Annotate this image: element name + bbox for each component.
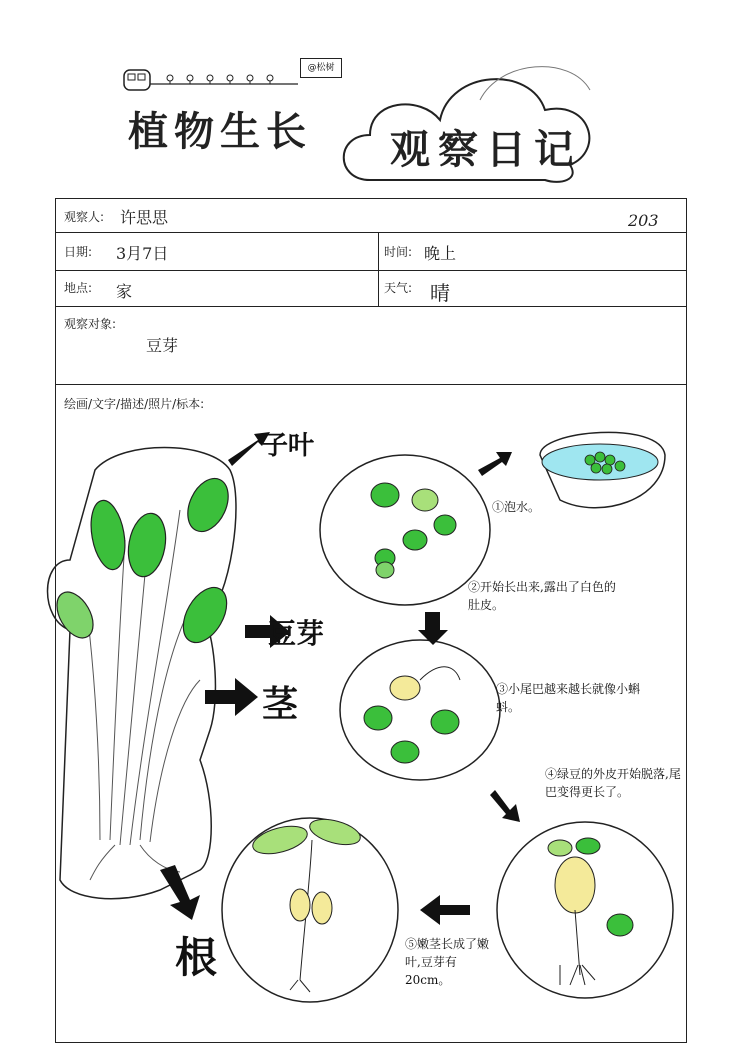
peeling-sprout-illustration	[548, 838, 633, 985]
weather-label: 天气:	[384, 281, 413, 295]
step-4-text: ④绿豆的外皮开始脱落,尾巴变得更长了。	[545, 767, 681, 799]
tadpole-beans-illustration	[364, 667, 460, 763]
object-label: 观察对象:	[64, 317, 117, 331]
root-label: 根	[175, 933, 218, 982]
seedling-illustration	[250, 815, 363, 992]
sprout-label: 豆芽	[268, 617, 325, 650]
title-right: 观察日记	[390, 127, 582, 173]
place-label: 地点:	[64, 281, 93, 295]
step-5-text: ⑤嫩茎长成了嫩叶,豆芽有20cm。	[405, 937, 490, 987]
date-value: 3月7日	[116, 244, 169, 263]
date-label: 日期:	[64, 245, 93, 259]
soaking-bowl-illustration	[478, 432, 665, 507]
bean-sprout-illustration	[48, 448, 237, 899]
station-tag: @松树	[300, 58, 342, 78]
sprouting-beans-illustration	[371, 483, 456, 578]
leaf-label: 子叶	[262, 431, 315, 461]
object-value: 豆芽	[146, 336, 179, 355]
observer-value: 许思思	[120, 208, 169, 227]
place-value: 家	[116, 282, 133, 301]
stem-label: 茎	[262, 683, 299, 725]
title-left: 植物生长	[128, 109, 312, 155]
time-value: 晚上	[424, 244, 457, 263]
step-1-text: ①泡水。	[492, 500, 541, 514]
observer-label: 观察人:	[64, 210, 105, 224]
step-3-text: ③小尾巴越来越长就像小蝌蚪。	[496, 682, 641, 714]
time-label: 时间:	[384, 245, 413, 259]
step-2-text: ②开始长出来,露出了白色的肚皮。	[468, 580, 616, 612]
page-number: 203	[628, 211, 659, 230]
drawing-label: 绘画/文字/描述/照片/标本:	[64, 397, 205, 411]
weather-value: 晴	[430, 281, 450, 305]
